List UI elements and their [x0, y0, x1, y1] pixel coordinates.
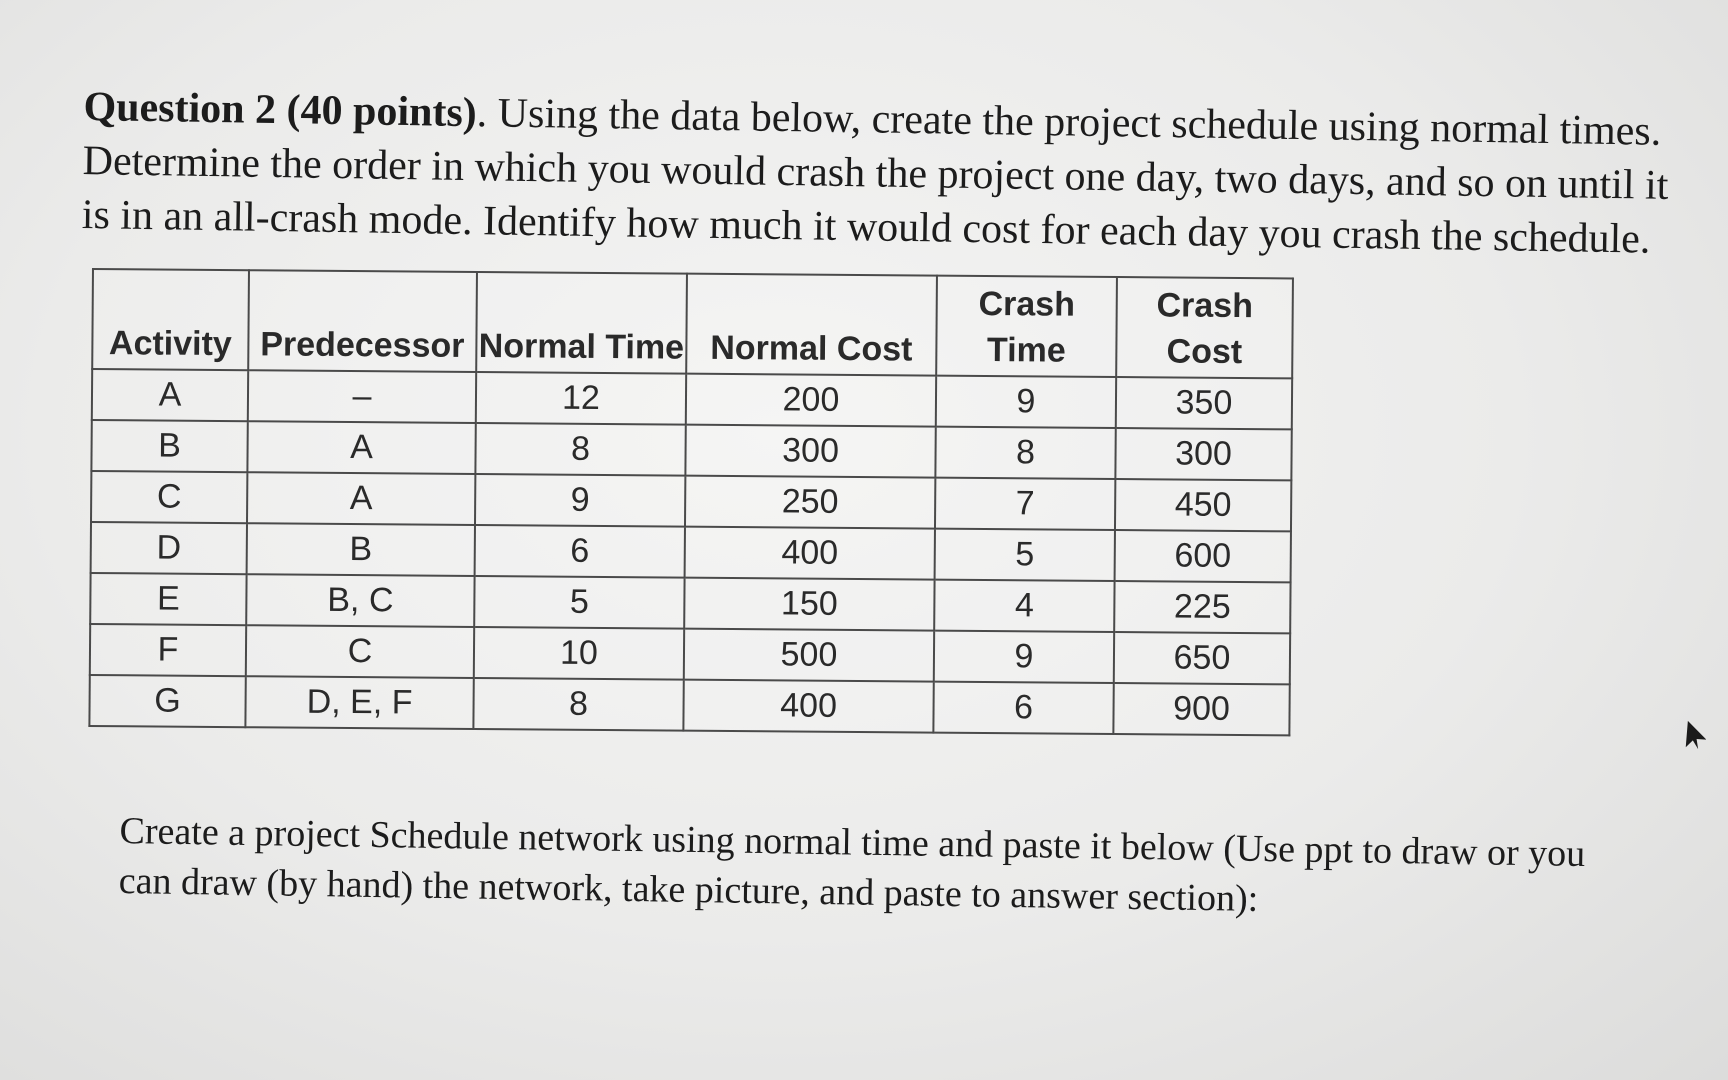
table-row	[92, 369, 1292, 429]
cell-crash-cost: 600	[1115, 530, 1291, 582]
table-row	[91, 420, 1291, 480]
cell-crash-time: 5	[935, 529, 1115, 581]
cell-activity: A	[92, 369, 248, 421]
cell-crash-cost: 900	[1113, 683, 1289, 735]
cell-normal-cost: 500	[684, 629, 934, 682]
table-row	[90, 624, 1290, 684]
cell-crash-time: 7	[935, 478, 1115, 530]
header-predecessor: Predecessor	[248, 270, 477, 372]
cell-crash-cost: 300	[1115, 428, 1291, 480]
table-row	[91, 522, 1291, 582]
question-label: Question 2 (40 points)	[83, 83, 478, 137]
cell-normal-cost: 400	[683, 680, 933, 733]
activity-table	[88, 268, 1294, 736]
cell-activity: F	[90, 624, 246, 676]
cell-activity: E	[90, 573, 246, 625]
header-normal-time: Normal Time	[476, 272, 687, 374]
header-crash-time: Crash Time	[936, 276, 1117, 377]
table-row	[91, 471, 1291, 531]
cell-crash-time: 6	[933, 682, 1113, 734]
cell-normal-cost: 150	[684, 578, 934, 631]
cell-normal-cost: 400	[685, 527, 935, 580]
instructions-text: Create a project Schedule network using normal time and paste it below (Use ppt to draw or you can draw (by hand) the network, take picture, and paste to answer section):	[118, 809, 1586, 920]
cell-normal-time: 9	[475, 474, 685, 527]
cell-normal-time: 10	[474, 627, 684, 680]
cell-predecessor: –	[248, 370, 476, 423]
table-header-row	[92, 269, 1293, 378]
cell-crash-cost: 350	[1116, 377, 1292, 429]
cell-activity: D	[91, 522, 247, 574]
cell-crash-time: 9	[936, 376, 1116, 428]
cell-predecessor: B, C	[246, 574, 474, 627]
cell-predecessor: D, E, F	[245, 676, 473, 729]
header-normal-cost: Normal Cost	[686, 274, 937, 376]
cell-activity: B	[91, 420, 247, 472]
cell-predecessor: B	[247, 523, 475, 576]
cell-predecessor: C	[246, 625, 474, 678]
cell-normal-time: 12	[476, 372, 686, 425]
cell-normal-cost: 250	[685, 476, 935, 529]
cell-crash-cost: 450	[1115, 479, 1291, 531]
cell-activity: G	[89, 675, 245, 727]
header-crash-cost: Crash Cost	[1116, 277, 1293, 378]
table-row	[90, 573, 1290, 633]
cell-normal-time: 6	[475, 525, 685, 578]
mouse-pointer-icon	[1680, 718, 1706, 752]
cell-normal-cost: 200	[686, 374, 936, 427]
cell-crash-time: 4	[934, 580, 1114, 632]
cell-crash-time: 9	[934, 631, 1114, 683]
cell-normal-time: 8	[473, 678, 683, 731]
cell-crash-time: 8	[935, 427, 1115, 479]
header-activity: Activity	[92, 269, 249, 370]
cell-normal-time: 5	[474, 576, 684, 629]
cell-predecessor: A	[247, 421, 475, 474]
cell-crash-cost: 650	[1114, 632, 1290, 684]
cell-normal-cost: 300	[685, 425, 935, 478]
cell-crash-cost: 225	[1114, 581, 1290, 633]
question-body: . Using the data below, create the project schedule using normal times. Determine the order in which you would crash the project one day, two days, and so on until it is in an all-crash mode. Identify how much it would cost for each day you crash the schedule.	[81, 90, 1669, 263]
cell-normal-time: 8	[475, 423, 685, 476]
table-row	[89, 675, 1289, 735]
question-text	[81, 80, 1683, 267]
cell-predecessor: A	[247, 472, 475, 525]
cell-activity: C	[91, 471, 247, 523]
